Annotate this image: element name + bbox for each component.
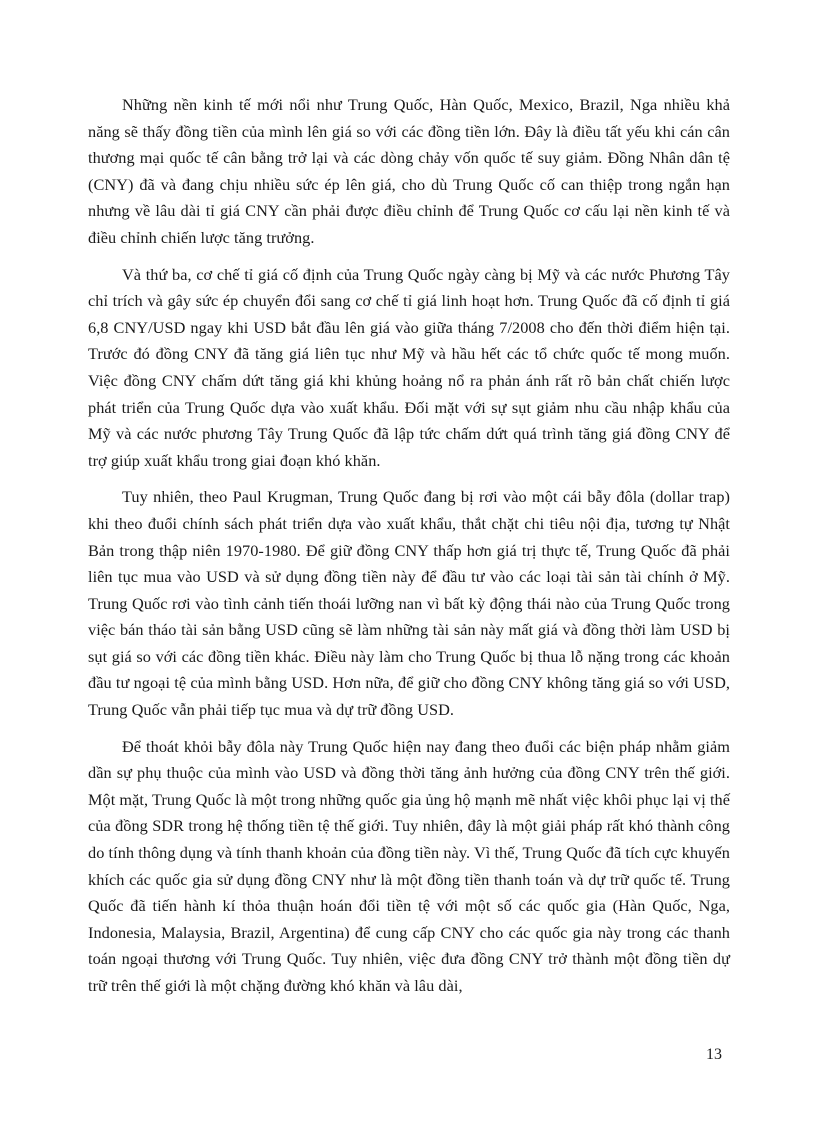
paragraph-2: Và thứ ba, cơ chế tỉ giá cố định của Trung Quốc ngày càng bị Mỹ và các nước Phương Tây chỉ trích và gây sức ép chuyển đổi sang cơ chế tỉ giá linh hoạt hơn. Trung Quốc đã cố định tỉ giá 6,8 CNY/USD ngay khi USD bắt đầu lên giá vào giữa tháng 7/2008 cho đến thời điểm hiện tại. Trước đó đồng CNY đã tăng giá liên tục như Mỹ và hầu hết các tổ chức quốc tế mong muốn. Việc đồng CNY chấm dứt tăng giá khi khủng hoảng nổ ra phản ánh rất rõ bản chất chiến lược phát triển của Trung Quốc dựa vào xuất khẩu. Đối mặt với sự sụt giảm nhu cầu nhập khẩu của Mỹ và các nước phương Tây Trung Quốc đã lập tức chấm dứt quá trình tăng giá đồng CNY để trợ giúp xuất khẩu trong giai đoạn khó khăn.: [88, 264, 730, 470]
paragraph-1: Những nền kinh tế mới nổi như Trung Quốc, Hàn Quốc, Mexico, Brazil, Nga nhiều khả năng sẽ thấy đồng tiền của mình lên giá so với các đồng tiền lớn. Đây là điều tất yếu khi cán cân thương mại quốc tế cân bằng trở lại và các dòng chảy vốn quốc tế suy giảm. Đồng Nhân dân tệ (CNY) đã và đang chịu nhiều sức ép lên giá, cho dù Trung Quốc cố can thiệp trong ngắn hạn nhưng về lâu dài tỉ giá CNY cần phải được điều chỉnh để Trung Quốc cơ cấu lại nền kinh tế và điều chỉnh chiến lược tăng trưởng.: [88, 95, 730, 247]
paragraph-4: Để thoát khỏi bẫy đôla này Trung Quốc hiện nay đang theo đuổi các biện pháp nhằm giảm dần sự phụ thuộc của mình vào USD và đồng thời tăng ảnh hưởng của đồng CNY trên thế giới. Một mặt, Trung Quốc là một trong những quốc gia ủng hộ mạnh mẽ nhất việc khôi phục lại vị thế của đồng SDR trong hệ thống tiền tệ thế giới. Tuy nhiên, đây là một giải pháp rất khó thành công do tính thông dụng và tính thanh khoản của đồng tiền này. Vì thế, Trung Quốc đã tích cực khuyến khích các quốc gia sử dụng đồng CNY như là một đồng tiền thanh toán và dự trữ quốc tế. Trung Quốc đã tiến hành kí thỏa thuận hoán đổi tiền tệ với một số các quốc gia (Hàn Quốc, Nga, Indonesia, Malaysia, Brazil, Argentina) để cung cấp CNY cho các quốc gia này trong các thanh toán ngoại thương với Trung Quốc. Tuy nhiên, việc đưa đồng CNY trở thành một đồng tiền dự trữ trên thế giới là một chặng đường khó khăn và lâu dài,: [88, 736, 730, 995]
paragraph-3: Tuy nhiên, theo Paul Krugman, Trung Quốc đang bị rơi vào một cái bẫy đôla (dollar trap) khi theo đuổi chính sách phát triển dựa vào xuất khẩu, thắt chặt chi tiêu nội địa, tương tự Nhật Bản trong thập niên 1970-1980. Để giữ đồng CNY thấp hơn giá trị thực tế, Trung Quốc đã phải liên tục mua vào USD và sử dụng đồng tiền này để đầu tư vào các loại tài sản tài chính ở Mỹ. Trung Quốc rơi vào tình cảnh tiến thoái lưỡng nan vì bất kỳ động thái nào của Trung Quốc trong việc bán tháo tài sản bằng USD cũng sẽ làm những tài sản này mất giá và đồng thời làm USD bị sụt giá so với các đồng tiền khác. Điều này làm cho Trung Quốc bị thua lỗ nặng trong các khoản đầu tư ngoại tệ của mình bằng USD. Hơn nữa, để giữ cho đồng CNY không tăng giá so với USD, Trung Quốc vẫn phải tiếp tục mua và dự trữ đồng USD.: [88, 487, 730, 720]
page-body: [88, 92, 730, 1010]
page-number: 13: [706, 1046, 722, 1063]
